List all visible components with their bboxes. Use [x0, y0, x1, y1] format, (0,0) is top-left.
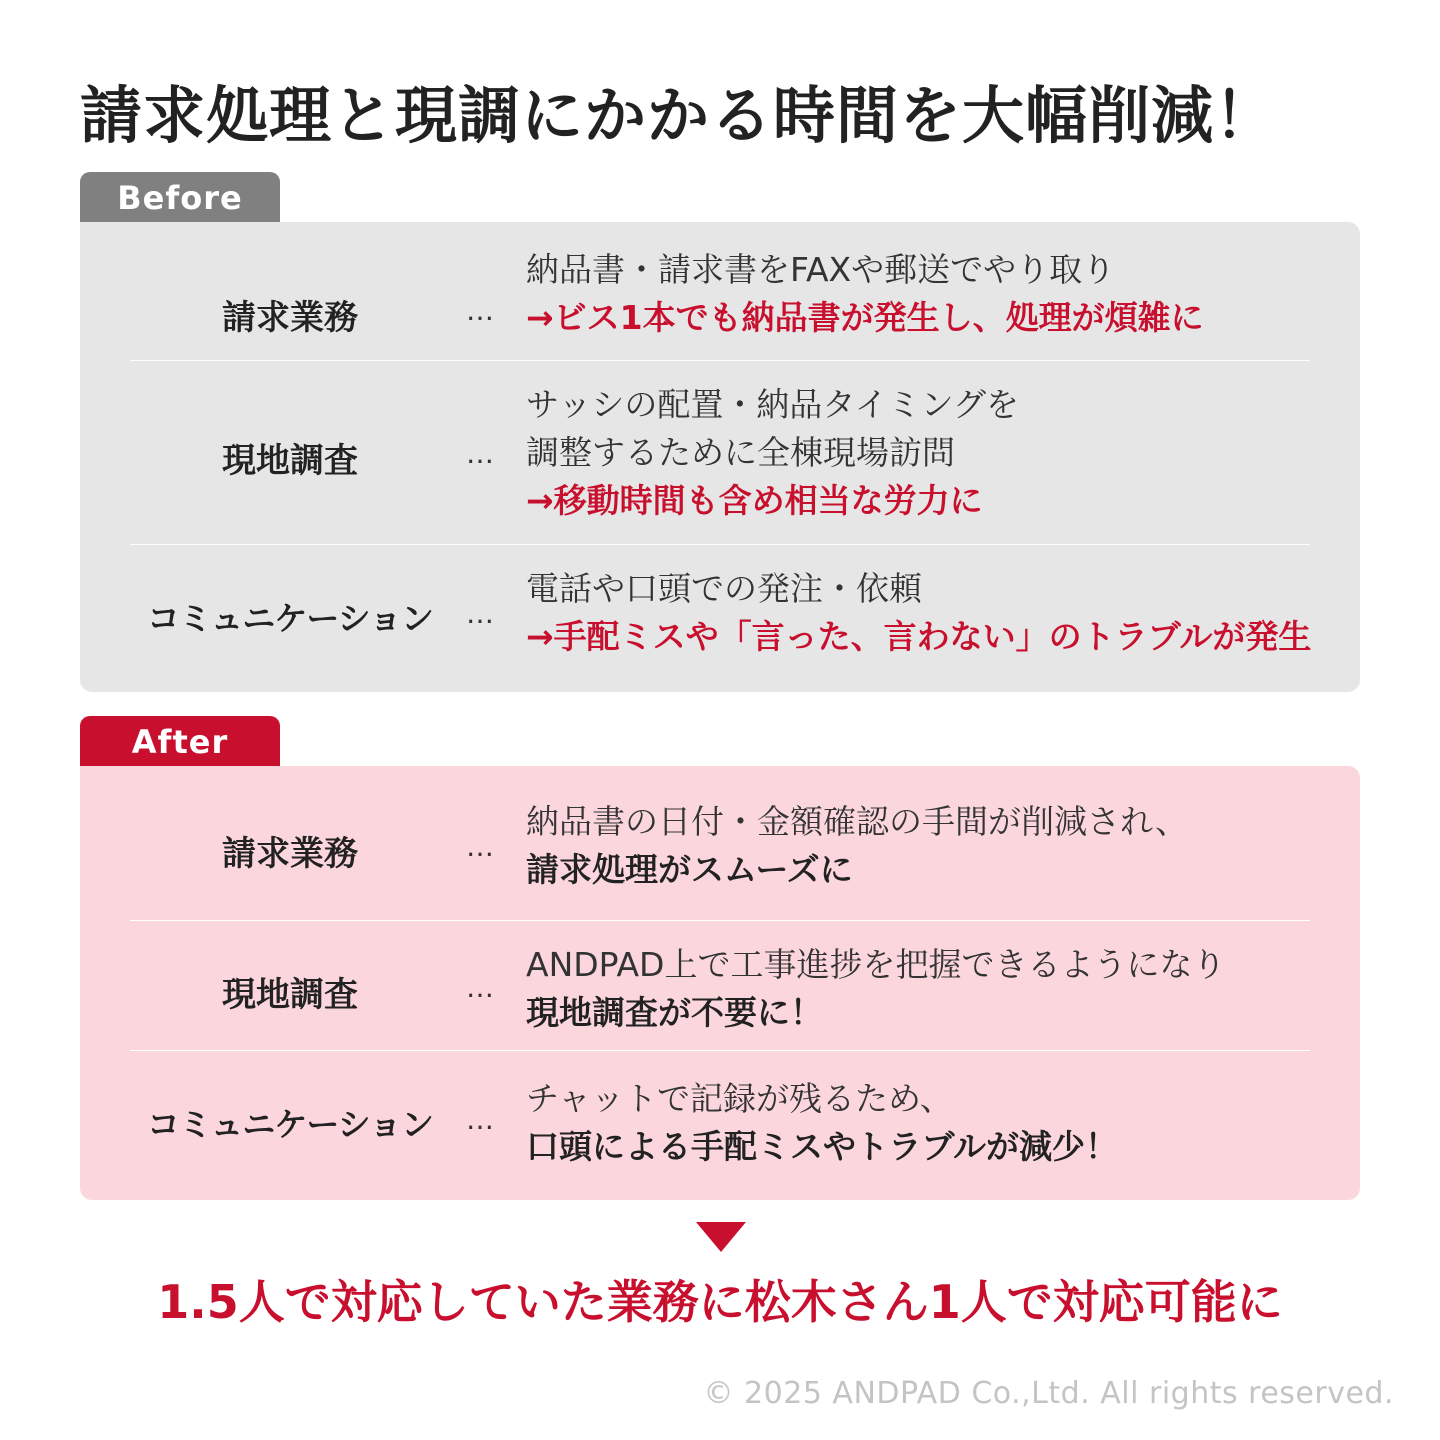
down-arrow-icon — [696, 1222, 746, 1252]
description-line: サッシの配置・納品タイミングを — [526, 385, 1020, 424]
row-label: コミュニケーション — [146, 1105, 434, 1144]
before-panel — [80, 222, 1360, 692]
result-emphasis: 請求処理がスムーズに — [526, 850, 853, 889]
description-line: 調整するために全棟現場訪問 — [526, 433, 955, 472]
row-label: 請求業務 — [222, 834, 358, 874]
ellipsis: … — [466, 597, 494, 630]
row-description — [526, 798, 1316, 894]
ellipsis: … — [466, 830, 494, 863]
after-row-communication — [130, 1050, 1310, 1181]
ellipsis: … — [466, 437, 494, 470]
description-line: チャットで記録が残るため、 — [526, 1079, 953, 1118]
row-description — [526, 941, 1316, 1037]
row-label: コミュニケーション — [146, 599, 434, 638]
row-description — [526, 1075, 1316, 1171]
row-label: 現地調査 — [222, 975, 358, 1015]
description-line: 納品書・請求書をFAXや郵送でやり取り — [526, 250, 1116, 289]
problem-highlight: →ビス1本でも納品書が発生し、処理が煩雑に — [526, 298, 1204, 337]
row-label: 現地調査 — [222, 441, 358, 481]
row-description — [526, 381, 1316, 525]
ellipsis: … — [466, 1103, 494, 1136]
page-title: 請求処理と現調にかかる時間を大幅削減！ — [80, 79, 1278, 152]
copyright-notice: © 2025 ANDPAD Co.,Ltd. All rights reserved. — [703, 1376, 1394, 1411]
before-row-billing — [130, 242, 1310, 360]
before-tab: Before — [80, 172, 280, 224]
problem-highlight: →移動時間も含め相当な労力に — [526, 481, 983, 520]
after-tab: After — [80, 716, 280, 768]
row-description — [526, 565, 1316, 661]
row-label: 請求業務 — [222, 298, 358, 338]
result-emphasis: 現地調査が不要に！ — [526, 993, 823, 1032]
description-line: ANDPAD上で工事進捗を把握できるようになり — [526, 945, 1226, 984]
after-row-billing — [130, 786, 1310, 920]
ellipsis: … — [466, 294, 494, 327]
after-panel — [80, 766, 1360, 1200]
before-row-survey — [130, 360, 1310, 545]
before-row-communication — [130, 544, 1310, 685]
row-description — [526, 246, 1316, 342]
after-row-survey — [130, 920, 1310, 1051]
conclusion-text: 1.5人で対応していた業務に松木さん1人で対応可能に — [157, 1275, 1283, 1329]
description-line: 電話や口頭での発注・依頼 — [526, 569, 922, 608]
ellipsis: … — [466, 971, 494, 1004]
description-line: 納品書の日付・金額確認の手間が削減され、 — [526, 802, 1188, 841]
problem-highlight: →手配ミスや「言った、言わない」のトラブルが発生 — [526, 617, 1312, 656]
result-emphasis: 口頭による手配ミスやトラブルが減少！ — [526, 1127, 1119, 1166]
